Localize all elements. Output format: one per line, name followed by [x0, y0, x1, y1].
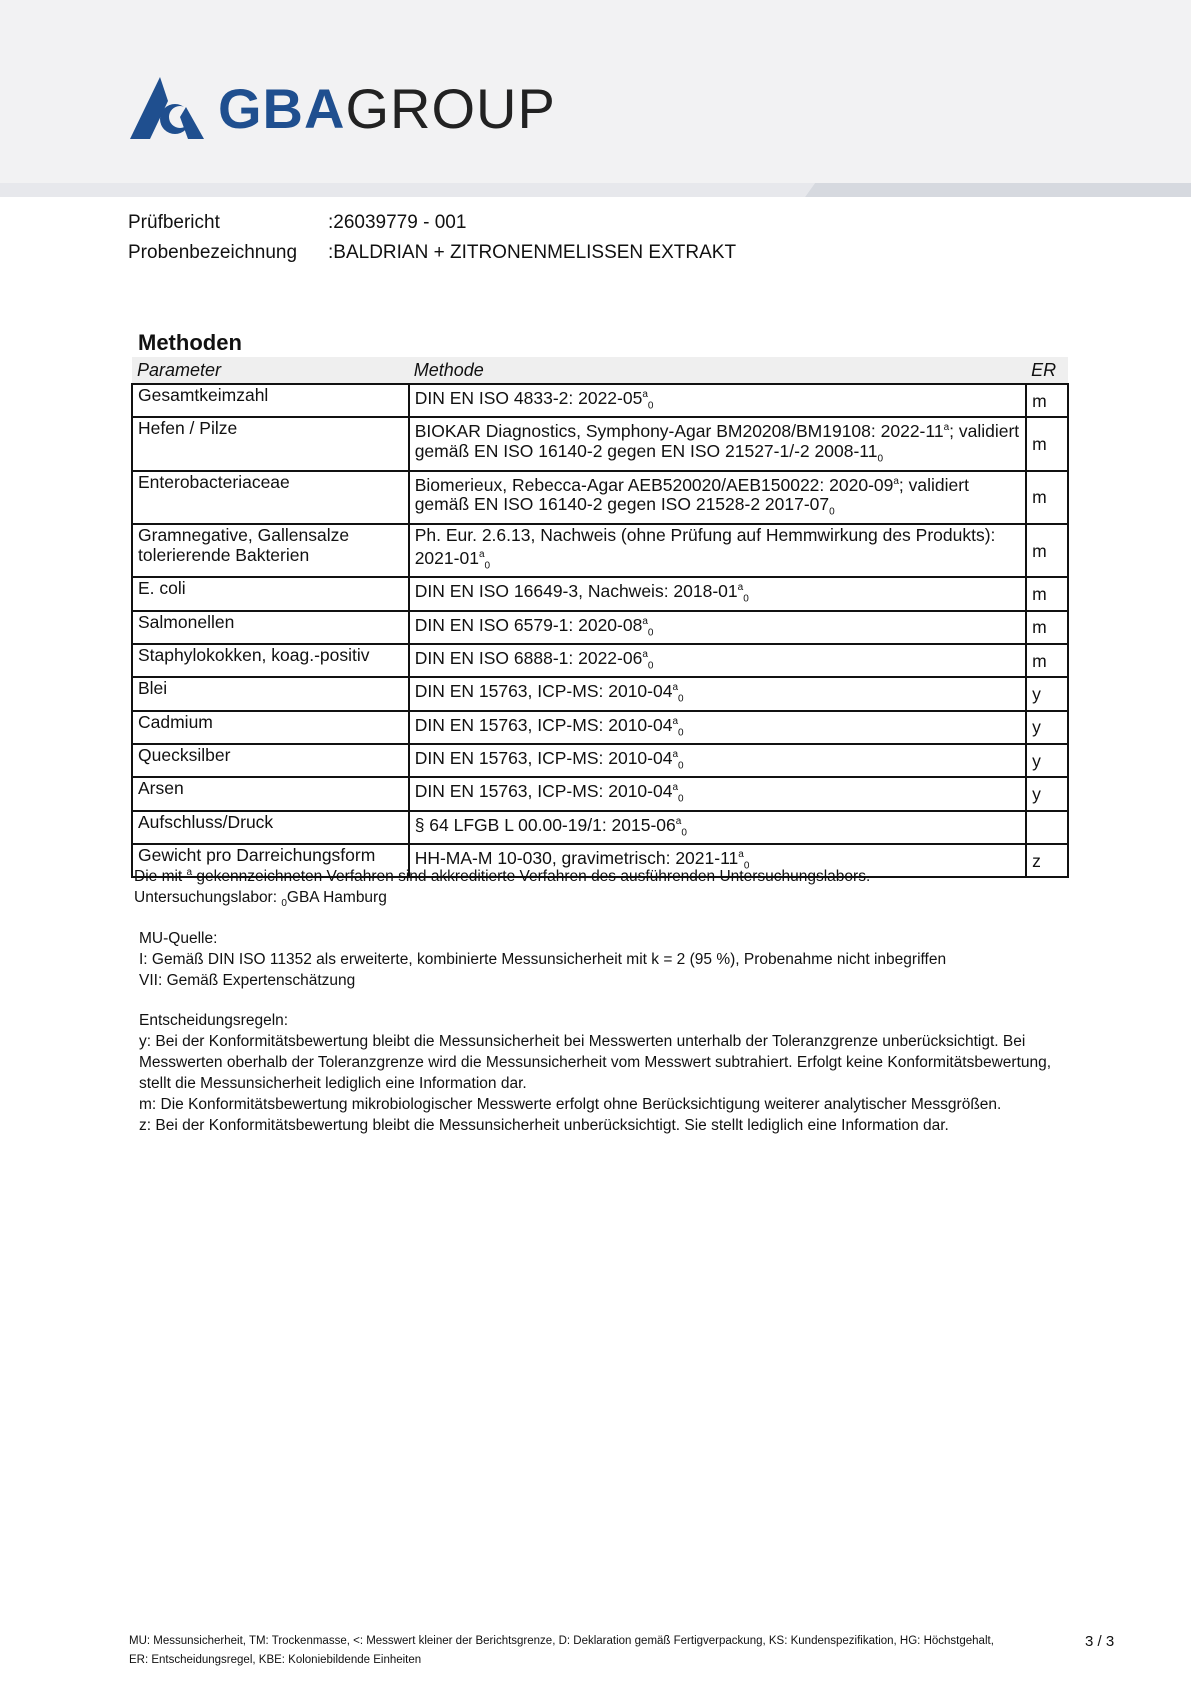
- methods-body: [132, 384, 1068, 877]
- mu-source-section: [139, 928, 946, 991]
- accreditation-mark: a: [672, 748, 679, 760]
- lab-index: 0: [647, 626, 654, 638]
- method-parameter: Blei: [132, 677, 409, 710]
- method-parameter: E. coli: [132, 577, 409, 610]
- header-er: ER: [1026, 357, 1068, 384]
- method-description: [409, 524, 1026, 577]
- methods-table: [131, 357, 1069, 878]
- page-number: 3 / 3: [1085, 1633, 1115, 1650]
- mu-source-title: MU-Quelle:: [139, 930, 218, 947]
- method-row: [132, 417, 1068, 470]
- sample-name-row: [128, 238, 736, 268]
- method-description: [409, 471, 1026, 524]
- method-parameter: Gesamtkeimzahl: [132, 384, 409, 417]
- lab-index: 0: [743, 860, 750, 872]
- lab-note: [134, 887, 870, 914]
- method-parameter: Staphylokokken, koag.-positiv: [132, 644, 409, 677]
- accreditation-mark: a: [672, 682, 679, 694]
- method-text: Ph. Eur. 2.6.13, Nachweis (ohne Prüfung auf Hemmwirkung des Produkts): 2021-01: [414, 524, 996, 568]
- lab-index: 0: [281, 898, 287, 910]
- method-description: [409, 417, 1026, 470]
- accreditation-note: [134, 862, 870, 887]
- accreditation-text-1: Die mit: [134, 868, 183, 886]
- method-description: [409, 611, 1026, 644]
- method-parameter: Gramnegative, Gallensalze tolerierende Bakterien: [132, 524, 409, 577]
- method-decision-rule: z: [1026, 844, 1068, 877]
- lab-index: 0: [678, 760, 684, 772]
- method-description: [409, 711, 1026, 744]
- accreditation-mark: a: [675, 815, 682, 827]
- logo-text-group: GROUP: [345, 76, 556, 140]
- accreditation-mark: a: [672, 715, 679, 727]
- decision-rules-title: Entscheidungsregeln:: [139, 1012, 289, 1029]
- report-number-label: Prüfbericht: [128, 212, 220, 233]
- lab-label: Untersuchungslabor:: [134, 889, 278, 907]
- sample-name-label: Probenbezeichnung: [128, 242, 298, 263]
- header-stripe: [0, 183, 1191, 197]
- method-text: DIN EN ISO 16649-3, Nachweis: 2018-01: [414, 581, 738, 602]
- footer-legend: [129, 1632, 1009, 1670]
- method-row: [132, 711, 1068, 744]
- method-row: [132, 644, 1068, 677]
- method-decision-rule: y: [1026, 777, 1068, 810]
- method-decision-rule: m: [1026, 417, 1068, 470]
- method-text: Biomerieux, Rebecca-Agar AEB520020/AEB150022: 2020-09: [414, 474, 894, 495]
- accreditation-mark: a: [642, 389, 648, 400]
- lab-index: 0: [678, 726, 684, 738]
- lab-index: 0: [681, 826, 687, 838]
- accreditation-mark: a: [478, 548, 485, 560]
- method-text: DIN EN 15763, ICP-MS: 2010-04: [414, 781, 673, 802]
- accreditation-notes: [134, 862, 870, 914]
- lab-index: 0: [647, 400, 654, 412]
- accreditation-text-2: gekennzeichneten Verfahren sind akkreditierte Verfahren des ausführenden Untersuchungslabors.: [196, 868, 871, 886]
- method-parameter: Quecksilber: [132, 744, 409, 777]
- method-decision-rule: y: [1026, 677, 1068, 710]
- methods-header-row: [132, 357, 1068, 384]
- logo-text-gba: GBA: [218, 76, 346, 140]
- report-number-row: [128, 208, 736, 238]
- method-description: [409, 811, 1026, 844]
- accreditation-mark: a: [642, 615, 648, 627]
- mu-source-line: VII: Gemäß Expertenschätzung: [139, 972, 356, 989]
- decision-rules-section: [139, 1010, 1074, 1136]
- sample-name-value: :BALDRIAN + ZITRONENMELISSEN EXTRAKT: [328, 242, 737, 263]
- decision-rule-z: z: Bei der Konformitätsbewertung bleibt die Messunsicherheit unberücksichtigt. Sie stellt lediglich eine Information dar.: [139, 1117, 949, 1134]
- accreditation-mark: a: [642, 648, 648, 660]
- method-text: DIN EN ISO 4833-2: 2022-05: [414, 387, 643, 408]
- accreditation-mark: a: [186, 867, 193, 878]
- report-meta: [128, 208, 736, 268]
- method-row: [132, 777, 1068, 810]
- method-row: [132, 384, 1068, 417]
- method-text-continued: ; validiert gemäß EN ISO 16140-2 gegen EN ISO 21527-1/-2 2008-11: [414, 421, 1020, 462]
- method-row: [132, 471, 1068, 524]
- accreditation-mark: a: [672, 782, 679, 794]
- method-decision-rule: m: [1026, 644, 1068, 677]
- method-description: [409, 577, 1026, 610]
- method-description: [409, 744, 1026, 777]
- lab-index: 0: [647, 660, 654, 672]
- accreditation-mark: a: [737, 582, 744, 594]
- lab-index: 0: [877, 453, 883, 465]
- method-parameter: Enterobacteriaceae: [132, 471, 409, 524]
- decision-rule-y: y: Bei der Konformitätsbewertung bleibt die Messunsicherheit bei Messwerten unterhalb der Toleranzgrenze unberücksichtigt. Bei Messwerten oberhalb der Toleranzgrenze wird die Messunsicherheit vom Messwert subtrahiert. Erfolgt keine Konformitätsbewertung, stellt die Messunsicherheit lediglich eine Information dar.: [139, 1033, 1052, 1092]
- decision-rule-m: m: Die Konformitätsbewertung mikrobiologischer Messwerte erfolgt ohne Berücksichtigung weiterer analytischer Messgrößen.: [139, 1096, 1002, 1113]
- method-row: [132, 577, 1068, 610]
- method-row: [132, 611, 1068, 644]
- method-text: DIN EN 15763, ICP-MS: 2010-04: [414, 714, 673, 735]
- method-decision-rule: [1026, 811, 1068, 844]
- method-decision-rule: y: [1026, 744, 1068, 777]
- lab-index: 0: [678, 793, 684, 805]
- company-logo: [130, 76, 556, 140]
- method-parameter: Arsen: [132, 777, 409, 810]
- lab-index: 0: [743, 593, 749, 605]
- method-row: [132, 677, 1068, 710]
- method-parameter: Cadmium: [132, 711, 409, 744]
- method-parameter: Salmonellen: [132, 611, 409, 644]
- method-decision-rule: m: [1026, 577, 1068, 610]
- lab-index: 0: [484, 560, 491, 572]
- method-decision-rule: y: [1026, 711, 1068, 744]
- method-text-continued: ; validiert gemäß EN ISO 16140-2 gegen ISO 21528-2 2017-07: [414, 474, 969, 515]
- mu-source-line: I: Gemäß DIN ISO 11352 als erweiterte, kombinierte Messunsicherheit mit k = 2 (95 %), Probenahme nicht inbegriffen: [139, 951, 947, 968]
- method-row: [132, 744, 1068, 777]
- method-decision-rule: m: [1026, 611, 1068, 644]
- method-decision-rule: m: [1026, 384, 1068, 417]
- method-decision-rule: m: [1026, 471, 1068, 524]
- method-text: DIN EN 15763, ICP-MS: 2010-04: [414, 681, 673, 702]
- header-parameter: Parameter: [132, 357, 409, 384]
- accreditation-mark: a: [738, 848, 744, 860]
- method-parameter: Hefen / Pilze: [132, 417, 409, 470]
- accreditation-mark: a: [893, 475, 899, 487]
- method-parameter: Aufschluss/Druck: [132, 811, 409, 844]
- method-parameter: Gewicht pro Darreichungsform: [132, 844, 409, 877]
- lab-index: 0: [678, 693, 684, 705]
- methods-title: Methoden: [138, 330, 242, 355]
- method-text: BIOKAR Diagnostics, Symphony-Agar BM20208/BM19108: 2022-11: [414, 421, 944, 442]
- method-description: [409, 384, 1026, 417]
- method-description: [409, 777, 1026, 810]
- method-description: [409, 644, 1026, 677]
- footer-line: MU: Messunsicherheit, TM: Trockenmasse, <: Messwert kleiner der Berichtsgrenze, D: Deklaration gemäß Fertigverpackung, KS: Kundenspezifikation, HG: Höchstgehalt,: [129, 1635, 994, 1647]
- lab-index: 0: [829, 506, 835, 518]
- method-decision-rule: m: [1026, 524, 1068, 577]
- method-text: HH-MA-M 10-030, gravimetrisch: 2021-11: [414, 847, 739, 868]
- method-text: DIN EN ISO 6888-1: 2022-06: [414, 647, 643, 668]
- footer-line: ER: Entscheidungsregel, KBE: Koloniebildende Einheiten: [129, 1654, 422, 1666]
- accreditation-mark: a: [943, 422, 950, 434]
- method-row: [132, 811, 1068, 844]
- gba-logo-icon: [130, 77, 204, 139]
- method-text: DIN EN ISO 6579-1: 2020-08: [414, 614, 643, 635]
- method-text: § 64 LFGB L 00.00-19/1: 2015-06: [414, 814, 676, 835]
- report-number-value: :26039779 - 001: [328, 212, 467, 233]
- method-row: [132, 524, 1068, 577]
- method-text: DIN EN 15763, ICP-MS: 2010-04: [414, 747, 673, 768]
- method-description: [409, 677, 1026, 710]
- lab-name: GBA Hamburg: [286, 889, 387, 907]
- header-method: Methode: [409, 357, 1026, 384]
